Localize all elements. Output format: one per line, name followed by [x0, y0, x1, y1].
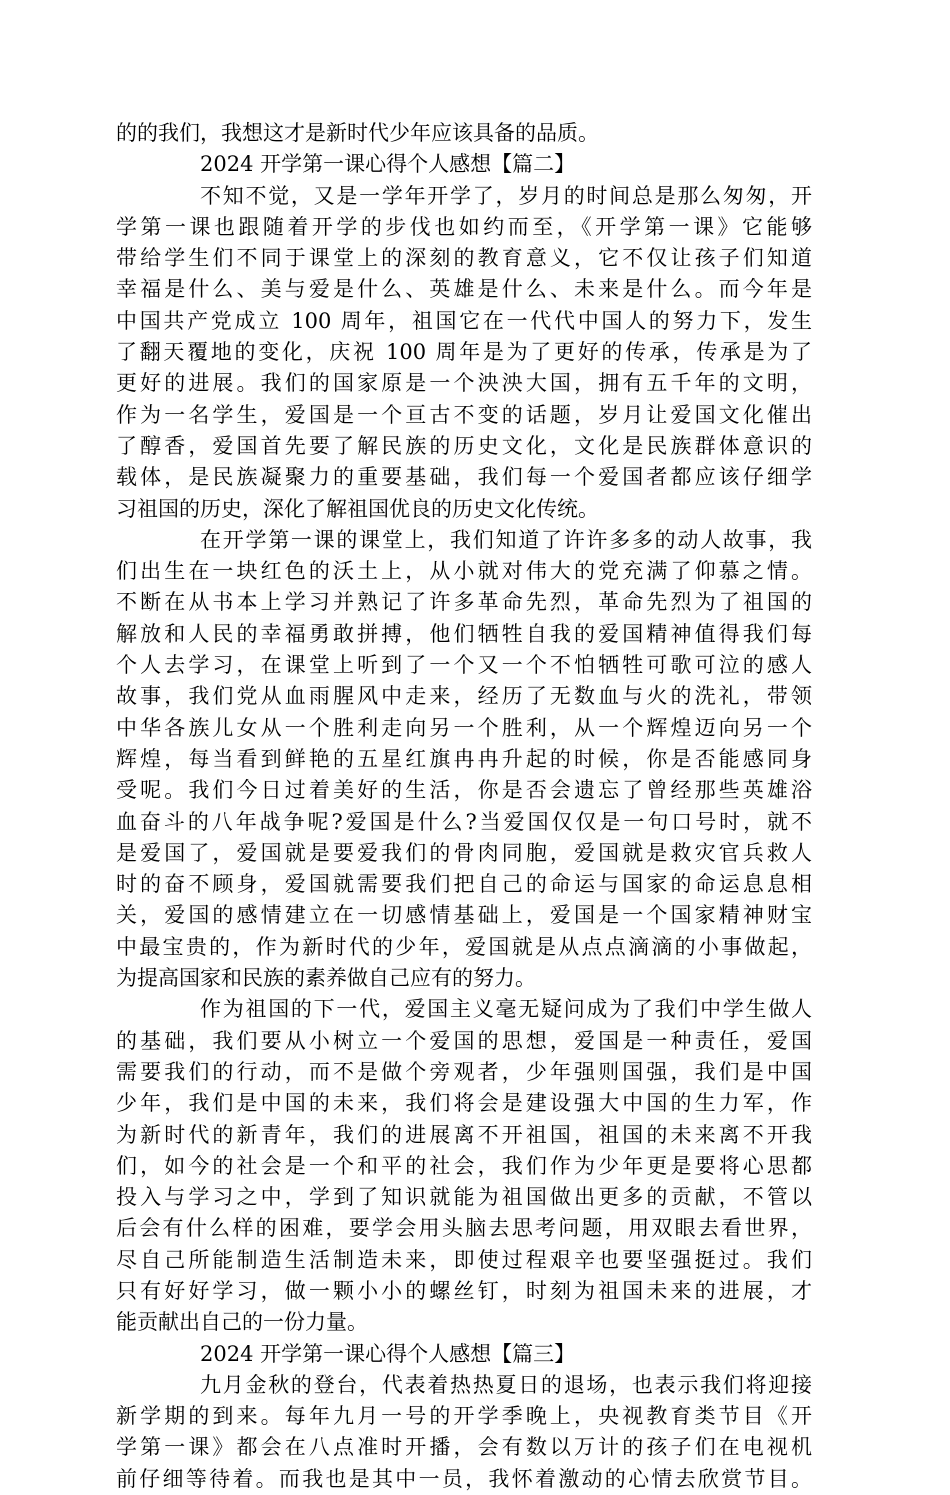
text-line: 了醇香，爱国首先要了解民族的历史文化，文化是民族群体意识的: [116, 433, 812, 458]
text-line: 中国共产党成立 100 周年，祖国它在一代代中国人的努力下，发生: [116, 308, 812, 333]
text-line: 能贡献出自己的一份力量。: [116, 1310, 368, 1335]
section-heading-3: 2024 开学第一课心得个人感想【篇三】: [200, 1341, 576, 1366]
text-line: 习祖国的历史，深化了解祖国优良的历史文化传统。: [116, 496, 599, 521]
text-line: 尽自己所能制造生活制造未来，即使过程艰辛也要坚强挺过。我们: [116, 1247, 812, 1272]
text-line: 中华各族儿女从一个胜利走向另一个胜利，从一个辉煌迈向另一个: [116, 715, 812, 740]
section-heading-2: 2024 开学第一课心得个人感想【篇二】: [200, 152, 576, 177]
text-line: 们，如今的社会是一个和平的社会，我们作为少年更是要将心思都: [116, 1153, 812, 1178]
text-line: 血奋斗的八年战争呢?爱国是什么?当爱国仅仅是一句口号时，就不: [116, 809, 812, 834]
document-body: [116, 118, 812, 1495]
text-line: 学第一课》都会在八点准时开播，会有数以万计的孩子们在电视机: [116, 1435, 812, 1460]
text-line: 作为祖国的下一代，爱国主义毫无疑问成为了我们中学生做人: [200, 997, 812, 1022]
text-line: 幸福是什么、美与爱是什么、英雄是什么、未来是什么。而今年是: [116, 277, 812, 302]
text-line: 投入与学习之中，学到了知识就能为祖国做出更多的贡献，不管以: [116, 1185, 812, 1210]
text-line: 中最宝贵的，作为新时代的少年，爱国就是从点点滴滴的小事做起，: [116, 934, 812, 959]
text-line: 关，爱国的感情建立在一切感情基础上，爱国是一个国家精神财宝: [116, 903, 812, 928]
text-line: 只有好好学习，做一颗小小的螺丝钉，时刻为祖国未来的进展，才: [116, 1278, 812, 1303]
text-line: 载体，是民族凝聚力的重要基础，我们每一个爱国者都应该仔细学: [116, 465, 812, 490]
text-line: 更好的进展。我们的国家原是一个泱泱大国，拥有五千年的文明，: [116, 371, 812, 396]
text-line: 带给学生们不同于课堂上的深刻的教育意义，它不仅让孩子们知道: [116, 246, 812, 271]
text-line: 不知不觉，又是一学年开学了，岁月的时间总是那么匆匆，开: [200, 183, 812, 208]
text-line: 故事，我们党从血雨腥风中走来，经历了无数血与火的洗礼，带领: [116, 684, 812, 709]
text-line: 了翻天覆地的变化，庆祝 100 周年是为了更好的传承，传承是为了: [116, 340, 812, 365]
text-line: 受呢。我们今日过着美好的生活，你是否会遗忘了曾经那些英雄浴: [116, 778, 812, 803]
text-line: 时的奋不顾身，爱国就需要我们把自己的命运与国家的命运息息相: [116, 872, 812, 897]
text-line: 的的我们，我想这才是新时代少年应该具备的品质。: [116, 121, 599, 145]
text-line: 解放和人民的幸福勇敢拼搏，他们牺牲自我的爱国精神值得我们每: [116, 621, 812, 646]
text-line: 前仔细等待着。而我也是其中一员，我怀着激动的心情去欣赏节目。: [116, 1466, 812, 1491]
text-line: 需要我们的行动，而不是做个旁观者，少年强则国强，我们是中国: [116, 1059, 812, 1084]
text-line: 为提高国家和民族的素养做自己应有的努力。: [116, 966, 536, 991]
text-line: 辉煌，每当看到鲜艳的五星红旗冉冉升起的时候，你是否能感同身: [116, 746, 812, 771]
text-line: 少年，我们是中国的未来，我们将会是建设强大中国的生力军，作: [116, 1091, 812, 1116]
text-line: 是爱国了，爱国就是要爱我们的骨肉同胞，爱国就是救灾官兵救人: [116, 840, 812, 865]
text-line: 的基础，我们要从小树立一个爱国的思想，爱国是一种责任，爱国: [116, 1028, 812, 1053]
text-line: 在开学第一课的课堂上，我们知道了许许多多的动人故事，我: [200, 527, 812, 552]
text-line: 新学期的到来。每年九月一号的开学季晚上，央视教育类节目《开: [116, 1404, 812, 1429]
text-line: 学第一课也跟随着开学的步伐也如约而至，《开学第一课》它能够: [116, 214, 812, 239]
text-line: 们出生在一块红色的沃土上，从小就对伟大的党充满了仰慕之情。: [116, 559, 812, 584]
text-line: 为新时代的新青年，我们的进展离不开祖国，祖国的未来离不开我: [116, 1122, 812, 1147]
text-line: 九月金秋的登台，代表着热热夏日的退场，也表示我们将迎接: [200, 1372, 812, 1397]
text-line: 作为一名学生，爱国是一个亘古不变的话题，岁月让爱国文化催出: [116, 402, 812, 427]
text-line: 不断在从书本上学习并熟记了许多革命先烈，革命先烈为了祖国的: [116, 590, 812, 615]
text-line: 后会有什么样的困难，要学会用头脑去思考问题，用双眼去看世界，: [116, 1216, 812, 1241]
text-line: 个人去学习，在课堂上听到了一个又一个不怕牺牲可歌可泣的感人: [116, 653, 812, 678]
